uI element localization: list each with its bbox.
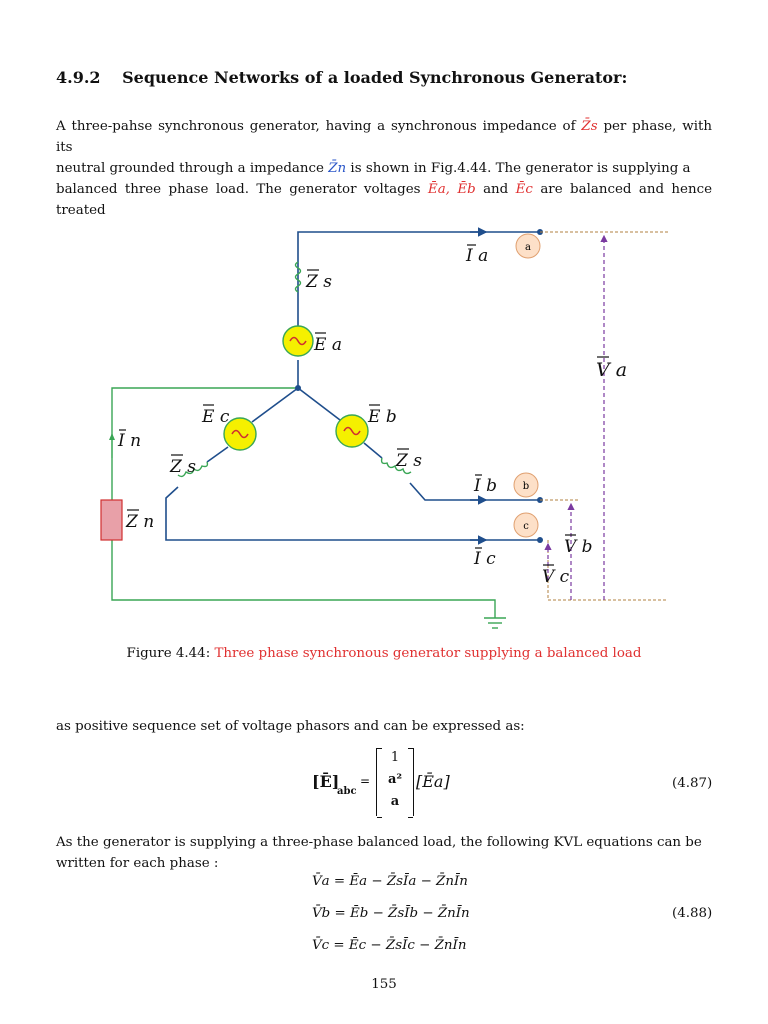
intro-text-1b: per phase, with its: [56, 119, 712, 155]
ec-symbol: Ēc: [515, 182, 533, 197]
phase-c-wire-mid: [207, 447, 228, 462]
eb-symbol: Ēb: [457, 182, 476, 197]
intro-text-3a: balanced three phase load. The generator voltages: [56, 182, 421, 197]
intro-text-2a: neutral grounded through a impedance: [56, 161, 324, 176]
node-c-label: c: [523, 521, 529, 532]
section-title: Sequence Networks of a loaded Synchronous Generator:: [122, 68, 628, 87]
figure-caption: [0, 646, 768, 661]
label-ib: I b: [474, 476, 498, 496]
phase-a-top-wire: [298, 232, 540, 326]
eq487-m2: a²: [387, 772, 403, 787]
label-zs-left: Z s: [170, 457, 196, 477]
node-a-badge: [516, 234, 540, 258]
ground-wire: [112, 540, 495, 618]
label-zn: Z n: [126, 512, 155, 532]
intro-text-2b: is shown in Fig.4.44. The generator is supplying a: [350, 161, 691, 176]
phase-b-wire-upper: [298, 388, 340, 420]
label-ea: E a: [314, 335, 342, 355]
terminal-c: [537, 537, 543, 543]
node-b-badge: [514, 473, 538, 497]
label-ia: I a: [466, 246, 489, 266]
label-eb: E b: [368, 407, 397, 427]
eq487-lhs: [Ē]: [312, 772, 340, 791]
label-vc: V c: [542, 567, 570, 587]
intro-line-1: [56, 116, 712, 158]
eq487-number: (4.87): [672, 776, 713, 791]
label-zs-right: Z s: [396, 451, 422, 471]
kvl-line-1: As the generator is supplying a three-phase balanced load, the following KVL equations can be: [56, 835, 702, 850]
eq487-matrix: [376, 748, 414, 816]
node-b-label: b: [522, 481, 530, 492]
eq487-lhs-sub: abc: [337, 786, 357, 797]
caption-text: Three phase synchronous generator supplying a balanced load: [214, 646, 642, 661]
node-c-badge: [514, 513, 538, 537]
intro-line-2: [56, 158, 712, 179]
eq487-rhs: [Ēa]: [416, 772, 450, 791]
zn-impedance: [101, 500, 122, 540]
eq487-equals: =: [360, 774, 371, 788]
page-number: 155: [371, 977, 397, 992]
phase-b-wire-mid: [364, 443, 382, 458]
node-a-label: a: [525, 242, 531, 253]
kvl-line-2: written for each phase :: [56, 856, 219, 871]
label-va: V a: [596, 359, 628, 381]
phase-c-wire-upper: [252, 388, 298, 422]
label-ec: E c: [202, 407, 230, 427]
label-ic: I c: [474, 549, 496, 569]
in-arrow-head: [109, 433, 115, 440]
eq488-row-2: V̄b = Ēb − Z̄sĪb − Z̄nĪn: [312, 906, 470, 921]
eq487-m3: a: [390, 794, 400, 809]
zs-symbol: Z̄s: [581, 119, 598, 134]
section-heading: [56, 68, 627, 87]
kvl-paragraph: [56, 832, 712, 874]
intro-text-3b: are balanced and hence treated: [56, 182, 713, 218]
ea-symbol: Ēa,: [427, 182, 450, 197]
ground-symbol: [484, 618, 506, 628]
eq488-number: (4.88): [672, 906, 713, 921]
intro-text-1a: A three-pahse synchronous generator, having a synchronous impedance of: [56, 119, 576, 134]
eq488-row-1: V̄a = Ēa − Z̄sĪa − Z̄nĪn: [312, 874, 468, 889]
intro-and: and: [483, 182, 509, 197]
eq487-m1: 1: [390, 750, 400, 765]
label-vb: V b: [564, 537, 593, 557]
caption-prefix: Figure 4.44:: [126, 646, 211, 661]
label-zs-top: Z s: [306, 272, 332, 292]
section-number: 4.9.2: [56, 68, 101, 87]
equation-4-87: [312, 748, 462, 818]
label-in: I n: [118, 431, 142, 451]
circuit-diagram: [0, 200, 768, 640]
zn-symbol: Z̄n: [328, 161, 347, 176]
after-figure-text: as positive sequence set of voltage phasors and can be expressed as:: [56, 719, 525, 734]
eq488-row-3: V̄c = Ēc − Z̄sĪc − Z̄nĪn: [312, 938, 467, 953]
